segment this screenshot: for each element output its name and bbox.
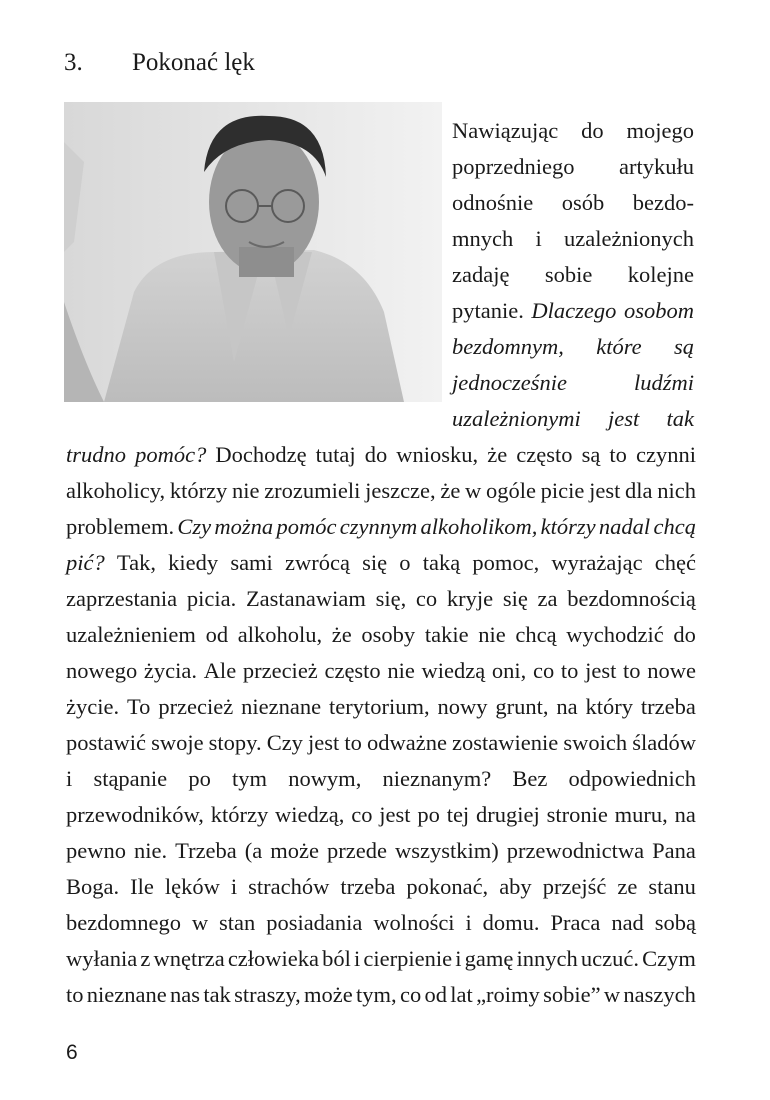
word: często: [516, 442, 573, 467]
body-line-7: [452, 330, 694, 364]
author-photo: [64, 102, 442, 402]
word: uzależnieniem: [66, 622, 196, 647]
body-line-22: [66, 870, 696, 904]
word: i: [465, 910, 472, 935]
word: oni,: [491, 658, 527, 683]
word: uczuć.: [580, 946, 639, 971]
word: i: [230, 874, 238, 899]
word: i: [66, 766, 73, 791]
word: innych: [516, 946, 578, 971]
word: przecież: [158, 694, 234, 719]
word: czynnym: [339, 514, 418, 539]
word: bezdo-: [632, 190, 694, 215]
word: nad: [611, 910, 644, 935]
word: może: [270, 838, 319, 863]
word: Boga.: [66, 874, 120, 899]
word: tym: [232, 766, 268, 791]
word: posiadania: [266, 910, 363, 935]
word: nieznanym?: [382, 766, 492, 791]
word: naszych: [623, 982, 696, 1007]
word: wychodzić: [566, 622, 664, 647]
body-line-19: [66, 762, 696, 796]
word: od: [205, 622, 229, 647]
page-number: 6: [66, 1041, 78, 1064]
word: i: [354, 946, 361, 971]
body-line-14: [66, 582, 696, 616]
word: wniosku,: [396, 442, 479, 467]
word: jeszcze,: [365, 478, 436, 503]
word: tym,: [356, 982, 397, 1007]
word: mnych: [452, 226, 514, 251]
word: ogóle: [485, 478, 536, 503]
word: którzy: [169, 478, 228, 503]
word: co: [351, 802, 373, 827]
word: taką: [422, 550, 461, 575]
body-line-10: [66, 438, 696, 472]
word: strachów: [248, 874, 330, 899]
word: kolejne: [627, 262, 694, 287]
word: pomóc?: [135, 442, 207, 467]
word: zostawienie: [452, 730, 559, 755]
word: nie: [478, 622, 506, 647]
body-line-24: [66, 942, 696, 976]
word: co: [415, 586, 438, 611]
word: tej: [446, 802, 470, 827]
word: aby: [499, 874, 532, 899]
word: życie.: [66, 694, 120, 719]
word: nie: [387, 658, 415, 683]
word: nieznane: [86, 982, 167, 1007]
word: drugiej: [476, 802, 540, 827]
word: nich: [657, 478, 696, 503]
body-line-1: [452, 114, 694, 148]
word: do: [581, 118, 604, 143]
word: Nawiązując: [452, 118, 559, 143]
word: w: [603, 982, 621, 1007]
word: Tak,: [116, 550, 156, 575]
word: swoje: [151, 730, 204, 755]
body-line-2: [452, 150, 694, 184]
body-line-23: [66, 906, 696, 940]
word: często: [324, 658, 381, 683]
word: „roimy: [476, 982, 540, 1007]
word: ze: [617, 874, 638, 899]
word: wyłania: [66, 946, 138, 971]
word: odpowiednich: [568, 766, 696, 791]
word: Ale: [203, 658, 237, 683]
word: takie: [424, 622, 469, 647]
word: o: [399, 550, 411, 575]
word: przede: [327, 838, 387, 863]
body-line-6: [452, 294, 694, 328]
word: nadal: [598, 514, 651, 539]
word: Praca: [550, 910, 601, 935]
word: można: [214, 514, 274, 539]
word: odważne: [366, 730, 447, 755]
word: sami: [230, 550, 273, 575]
word: to: [560, 658, 579, 683]
word: problemem.: [66, 514, 175, 539]
word: do: [364, 442, 388, 467]
word: tutaj: [315, 442, 356, 467]
word: są: [581, 442, 601, 467]
word: wyrażając: [551, 550, 643, 575]
word: domu.: [482, 910, 540, 935]
word: jest: [379, 802, 411, 827]
word: trzeba: [340, 874, 396, 899]
word: dla: [625, 478, 653, 503]
body-line-21: [66, 834, 696, 868]
word: straszy,: [234, 982, 301, 1007]
word: nowym,: [288, 766, 362, 791]
word: chęć: [654, 550, 696, 575]
word: jest: [308, 730, 340, 755]
word: wiedzą,: [275, 802, 345, 827]
word: cierpienie: [363, 946, 453, 971]
word: nowe: [647, 658, 696, 683]
word: pytanie.: [452, 298, 524, 323]
word: nowy: [437, 694, 488, 719]
body-line-12: [66, 510, 696, 544]
word: są: [673, 334, 694, 359]
word: że: [487, 442, 508, 467]
word: po: [417, 802, 440, 827]
word: wiedzą: [421, 658, 486, 683]
word: uzależnionymi: [452, 406, 581, 431]
chapter-number: 3.: [64, 49, 83, 76]
word: alkoholu,: [237, 622, 323, 647]
word: z: [140, 946, 151, 971]
word: alkoholicy,: [66, 478, 166, 503]
word: na: [556, 694, 578, 719]
word: pewno: [66, 838, 126, 863]
word: trudno: [66, 442, 127, 467]
word: może: [304, 982, 353, 1007]
word: Pana: [652, 838, 696, 863]
chapter-title: Pokonać lęk: [132, 49, 255, 76]
body-line-3: [452, 186, 694, 220]
word: po: [188, 766, 211, 791]
word: chcą: [653, 514, 696, 539]
word: Czy: [266, 730, 303, 755]
body-line-11: [66, 474, 696, 508]
word: co: [532, 658, 555, 683]
word: odnośnie: [452, 190, 534, 215]
word: się: [362, 550, 388, 575]
word: picie: [540, 478, 585, 503]
word: człowieka: [227, 946, 320, 971]
body-line-5: [452, 258, 694, 292]
word: to: [344, 730, 362, 755]
word: terytorium,: [328, 694, 430, 719]
word: że: [440, 478, 461, 503]
word: To: [126, 694, 151, 719]
word: sobie: [544, 262, 593, 287]
word: się,: [375, 586, 407, 611]
body-line-20: [66, 798, 696, 832]
word: w: [465, 478, 482, 503]
word: nowego: [66, 658, 138, 683]
word: Ile: [130, 874, 154, 899]
word: swoich: [563, 730, 628, 755]
word: nas: [170, 982, 201, 1007]
word: stanu: [648, 874, 696, 899]
word: przejść: [542, 874, 607, 899]
word: jest: [608, 406, 640, 431]
body-line-17: [66, 690, 696, 724]
word: osób: [561, 190, 605, 215]
body-line-15: [66, 618, 696, 652]
word: picia.: [186, 586, 237, 611]
word: ból: [322, 946, 351, 971]
word: jest: [585, 658, 617, 683]
word: na: [674, 802, 696, 827]
word: nieznane: [241, 694, 322, 719]
body-line-25: [66, 978, 696, 1012]
word: co: [399, 982, 422, 1007]
word: przewodnictwa: [506, 838, 645, 863]
word: grunt,: [495, 694, 549, 719]
word: Czy: [177, 514, 212, 539]
word: (a: [244, 838, 263, 863]
word: sobą: [654, 910, 696, 935]
word: i: [455, 946, 462, 971]
word: Zastanawiam: [245, 586, 366, 611]
word: w: [191, 910, 209, 935]
word: tak: [666, 406, 694, 431]
word: i: [535, 226, 542, 251]
body-line-16: [66, 654, 696, 688]
word: Czym: [642, 946, 696, 971]
word: którzy: [540, 514, 596, 539]
word: artykułu: [619, 154, 694, 179]
word: lęków: [164, 874, 220, 899]
word: stopy.: [208, 730, 262, 755]
word: wnętrza: [153, 946, 225, 971]
word: od: [424, 982, 447, 1007]
word: stąpanie: [93, 766, 168, 791]
word: to: [66, 982, 84, 1007]
word: nie: [232, 478, 260, 503]
word: pokonać,: [406, 874, 489, 899]
word: lat: [450, 982, 473, 1007]
word: osoby: [361, 622, 416, 647]
word: Bez: [512, 766, 548, 791]
word: jest: [589, 478, 621, 503]
word: pić?: [66, 550, 105, 575]
word: że: [331, 622, 352, 647]
word: uzależnionych: [564, 226, 694, 251]
word: śladów: [632, 730, 696, 755]
word: czynni: [635, 442, 696, 467]
body-line-9: [452, 402, 694, 436]
word: ludźmi: [633, 370, 694, 395]
word: gamę: [464, 946, 514, 971]
word: zrozumieli: [264, 478, 361, 503]
word: zaprzestania: [66, 586, 178, 611]
word: zwrócą: [284, 550, 350, 575]
body-line-18: [66, 726, 696, 760]
word: mojego: [626, 118, 694, 143]
body-line-13: [66, 546, 696, 580]
portrait-photo-icon: [64, 102, 442, 402]
word: postawić: [66, 730, 146, 755]
word: kryje: [446, 586, 494, 611]
word: nie.: [134, 838, 168, 863]
word: muru,: [614, 802, 668, 827]
word: bezdomnego: [66, 910, 181, 935]
word: stronie: [546, 802, 608, 827]
word: Dlaczego: [531, 298, 617, 323]
word: jednocześnie: [452, 370, 567, 395]
word: osobom: [623, 298, 694, 323]
word: który: [585, 694, 634, 719]
word: przecież: [242, 658, 318, 683]
word: poprzedniego: [452, 154, 575, 179]
word: tak: [203, 982, 231, 1007]
word: chcą: [515, 622, 557, 647]
word: alkoholikom,: [420, 514, 538, 539]
word: życia.: [143, 658, 198, 683]
word: stan: [219, 910, 256, 935]
word: którzy: [210, 802, 269, 827]
word: bezdomnością: [567, 586, 696, 611]
word: pomóc: [276, 514, 337, 539]
word: przewodników,: [66, 802, 204, 827]
body-line-8: [452, 366, 694, 400]
word: za: [537, 586, 558, 611]
word: trzeba: [640, 694, 696, 719]
word: do: [673, 622, 696, 647]
word: sobie”: [543, 982, 601, 1007]
word: się: [502, 586, 528, 611]
word: kiedy: [168, 550, 219, 575]
word: wszystkim): [394, 838, 499, 863]
word: wolności: [373, 910, 455, 935]
word: zadaję: [452, 262, 510, 287]
word: bezdomnym,: [452, 334, 564, 359]
chapter-heading: [64, 48, 255, 78]
word: to: [609, 442, 627, 467]
body-line-4: [452, 222, 694, 256]
word: które: [596, 334, 642, 359]
word: Dochodzę: [215, 442, 307, 467]
word: pomoc,: [472, 550, 540, 575]
word: Trzeba: [175, 838, 237, 863]
word: to: [623, 658, 641, 683]
